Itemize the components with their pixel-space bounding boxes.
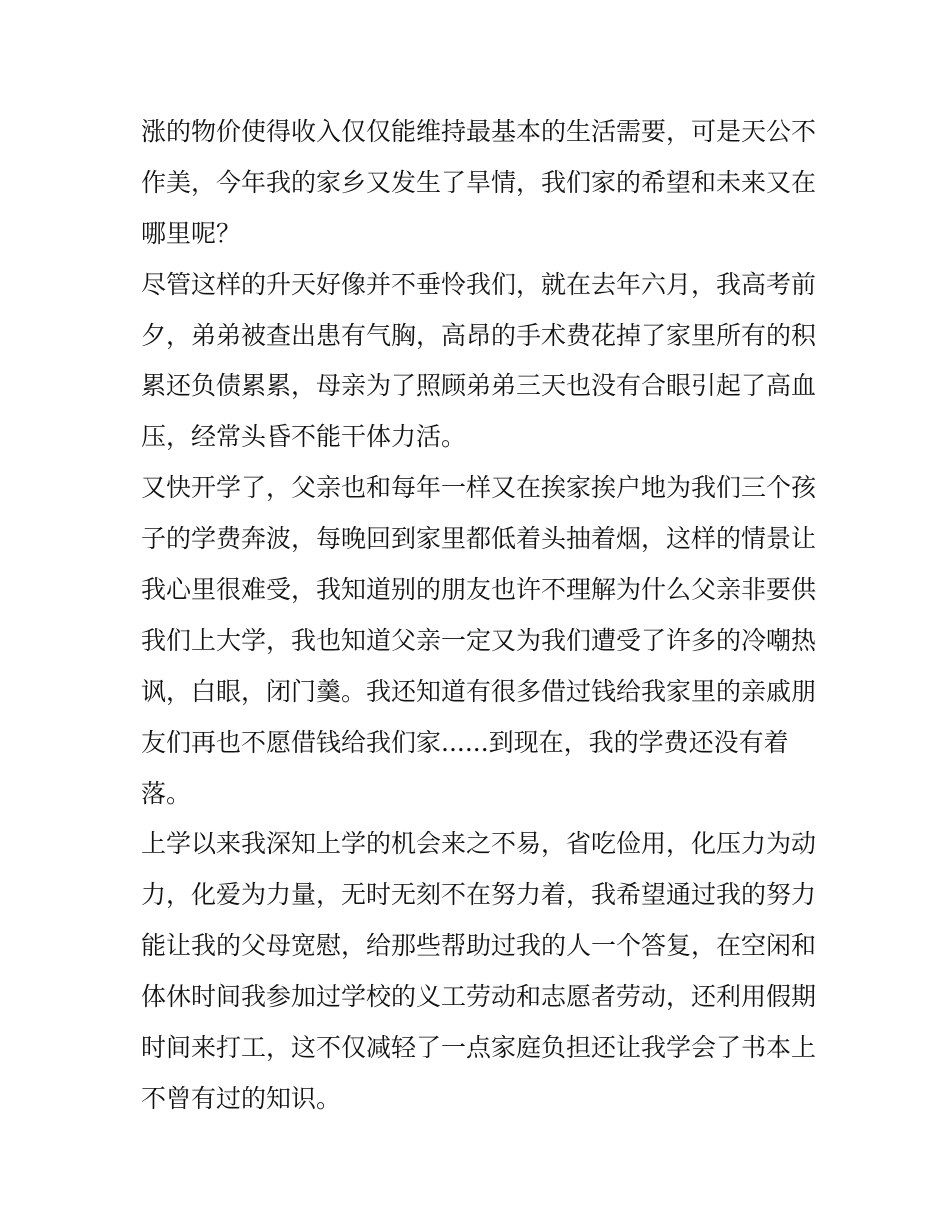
body-text	[141, 107, 821, 1125]
text-line: 子的学费奔波，每晚回到家里都低着头抽着烟，这样的情景让	[141, 524, 817, 554]
text-line: 讽，白眼，闭门羹。我还知道有很多借过钱给我家里的亲戚朋	[141, 676, 817, 706]
text-line: 我心里很难受，我知道别的朋友也许不理解为什么父亲非要供	[141, 575, 817, 605]
text-line: 友们再也不愿借钱给我们家......到现在，我的学费还没有着	[141, 727, 789, 757]
text-line: 时间来打工，这不仅减轻了一点家庭负担还让我学会了书本上	[141, 1033, 817, 1063]
text-line: 落。	[141, 778, 192, 808]
text-line: 力，化爱为力量，无时无刻不在努力着，我希望通过我的努力	[141, 880, 817, 910]
text-line: 压，经常头昏不能干体力活。	[141, 422, 467, 452]
text-line: 不曾有过的知识。	[141, 1083, 342, 1113]
text-line: 又快开学了，父亲也和每年一样又在挨家挨户地为我们三个孩	[141, 473, 817, 503]
text-line: 作美，今年我的家乡又发生了旱情，我们家的希望和未来又在	[141, 167, 817, 197]
text-line: 体休时间我参加过学校的义工劳动和志愿者劳动，还利用假期	[141, 982, 817, 1012]
text-line: 哪里呢？	[141, 218, 242, 248]
text-line: 能让我的父母宽慰，给那些帮助过我的人一个答复，在空闲和	[141, 931, 817, 961]
text-line: 累还负债累累，母亲为了照顾弟弟三天也没有合眼引起了高血	[141, 371, 817, 401]
text-line: 尽管这样的升天好像并不垂怜我们，就在去年六月，我高考前	[141, 269, 817, 299]
text-line: 我们上大学，我也知道父亲一定又为我们遭受了许多的冷嘲热	[141, 625, 817, 655]
text-line: 上学以来我深知上学的机会来之不易，省吃俭用，化压力为动	[141, 829, 817, 859]
text-line: 涨的物价使得收入仅仅能维持最基本的生活需要，可是天公不	[141, 117, 817, 146]
text-line: 夕，弟弟被查出患有气胸，高昂的手术费花掉了家里所有的积	[141, 320, 817, 350]
